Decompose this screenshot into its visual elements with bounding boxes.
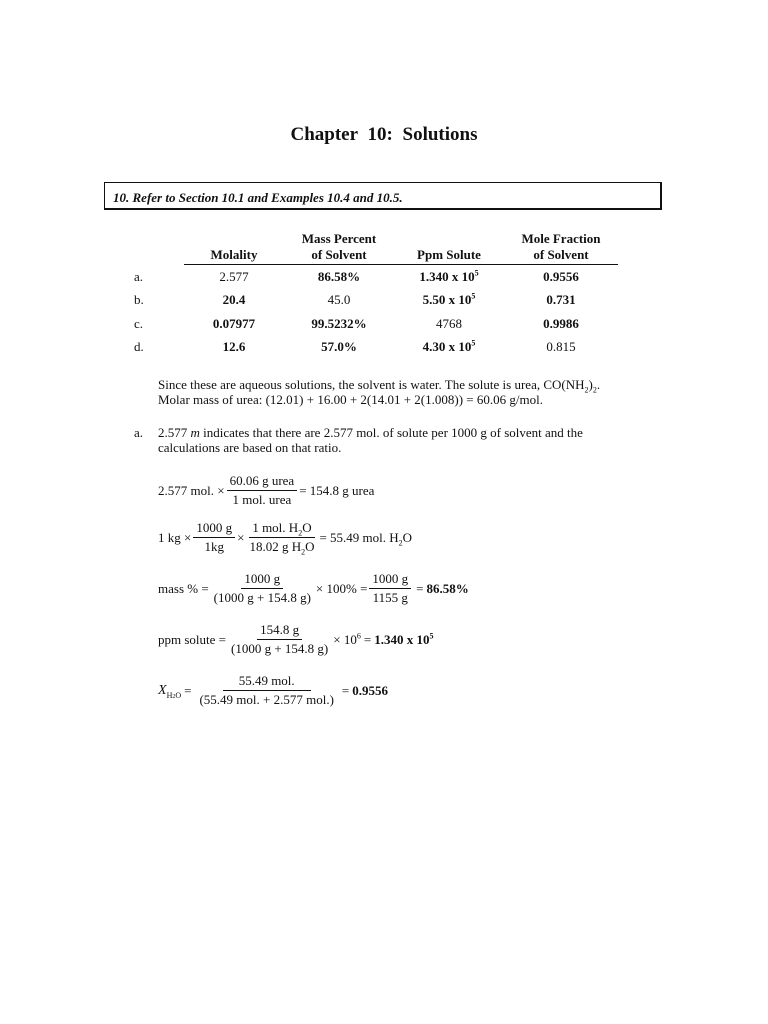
table-cell: 86.58% xyxy=(317,268,361,284)
table-row xyxy=(108,289,618,313)
table-header-mole-fraction: Mole Fraction of Solvent xyxy=(504,231,618,265)
equation-urea-mass: 2.577 mol. × $\frac{\text{60.06 g urea}}{\text{1 mol. urea}}$ = 154.8 g urea xyxy=(158,473,375,507)
table-cell: 12.6 xyxy=(222,339,246,355)
result-mass-percent: 86.58% xyxy=(426,580,469,596)
part-a-label: a. xyxy=(134,425,144,440)
problem-header-box xyxy=(104,182,662,210)
table-cell: 57.0% xyxy=(321,339,357,355)
part-a-paragraph xyxy=(158,425,583,455)
row-label: b. xyxy=(134,292,144,308)
table-row xyxy=(108,336,618,360)
table-cell: 99.5232% xyxy=(311,315,367,331)
table-row xyxy=(108,312,618,336)
table-cell: 0.9556 xyxy=(543,268,579,284)
results-table xyxy=(108,231,618,359)
part-a-line-1: 2.577 m indicates that there are 2.577 mol. of solute per 1000 g of solvent and the xyxy=(158,425,583,440)
table-header-mass-percent: Mass Percent of Solvent xyxy=(284,231,394,265)
table-cell: 4.30 x $10^5$ xyxy=(422,338,476,355)
table-cell: 5.50 x $10^5$ xyxy=(422,291,476,308)
result-mole-fraction: 0.9556 xyxy=(352,682,388,698)
table-cell: 0.07977 xyxy=(212,315,256,331)
table-header-blank xyxy=(108,231,184,265)
table-header-ppm: Ppm Solute xyxy=(394,231,504,265)
table-row xyxy=(108,265,618,289)
intro-line-2: Molar mass of urea: (12.01) + 16.00 + 2(14.01 + 2(1.008)) = 60.06 g/mol. xyxy=(158,392,543,407)
part-a-line-2: calculations are based on that ratio. xyxy=(158,440,342,455)
result-ppm: 1.340 x $10^5$ xyxy=(374,631,434,647)
intro-paragraph xyxy=(158,377,600,407)
table-cell: 45.0 xyxy=(327,292,351,308)
table-cell: 0.9986 xyxy=(543,315,579,331)
row-label: a. xyxy=(134,268,144,284)
equation-ppm-solute: ppm solute = $\frac{154.8 g}{(1000 g + 154.8 g)}$ × $10^6$ = 1.340 x $10^5$ xyxy=(158,622,434,656)
row-label: c. xyxy=(134,315,144,331)
equation-mass-percent: mass % = $\frac{1000 g}{(1000 g + 154.8 g)}$ × 100% = $\frac{1000 g}{1155 g}$ = 86.58% xyxy=(158,571,469,605)
table-header-molality: Molality xyxy=(184,231,284,265)
equation-water-moles: 1 kg × $\frac{1000 g}{1kg}$ × $\frac{1 mol. H_2O}{18.02 g H_2O}$ = 55.49 mol. $H_2O$ xyxy=(158,520,413,557)
table-cell: 4768 xyxy=(436,315,462,331)
table-cell: 0.731 xyxy=(546,292,576,308)
table-cell: 1.340 x $10^5$ xyxy=(419,268,479,284)
table-cell: 0.815 xyxy=(546,339,576,355)
page-title: Chapter 10: Solutions xyxy=(290,124,478,145)
problem-header-text: 10. Refer to Section 10.1 and Examples 10.4 and 10.5. xyxy=(113,190,403,205)
row-label: d. xyxy=(134,339,144,355)
table-cell: 2.577 xyxy=(219,268,249,284)
intro-line-1: Since these are aqueous solutions, the solvent is water. The solute is urea, $CO(NH_2)_2$. xyxy=(158,377,601,395)
table-cell: 20.4 xyxy=(222,292,246,308)
equation-mole-fraction: $X_{H2O}$ = $\frac{\text{55.49 mol.}}{\text{(55.49 mol. + 2.577 mol.)}}$ = 0.9556 xyxy=(158,673,388,707)
